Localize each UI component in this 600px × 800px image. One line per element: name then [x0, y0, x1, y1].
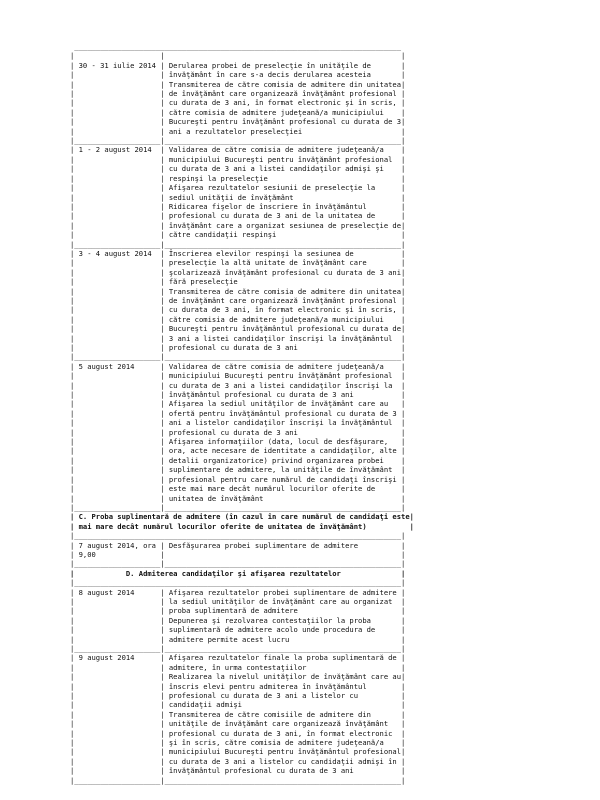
table-line: | | unitatea de învăţământ | [70, 493, 406, 503]
table-line: | 8 august 2014 | Afişarea rezultatelor probei suplimentare de admitere | [70, 587, 406, 597]
table-line: |____________________|_______________________________________________________| [70, 559, 406, 569]
table-line: | | municipiului Bucureşti pentru învăţământul profesional| [70, 747, 406, 757]
table-line: | | profesional pentru care numărul de candidaţi înscrişi | [70, 474, 406, 484]
document-page [70, 42, 460, 785]
table-line: | | admitere permite acest lucru | [70, 634, 406, 644]
table-line: | 3 - 4 august 2014 | Înscrierea elevilor respinşi la sesiunea de | [70, 248, 406, 258]
table-line: | | cu durata de 3 ani a listei candidaţilor admişi şi | [70, 164, 406, 174]
table-line: | | detalii organizatorice) privind organizarea probei | [70, 455, 406, 465]
table-line: | | către comisia de admitere judeţeană/a municipiului | [70, 107, 406, 117]
table-line: | | Transmiterea de către comisiile de admitere din | [70, 709, 406, 719]
table-line: | | profesional cu durata de 3 ani | [70, 427, 406, 437]
table-line: | | ani a rezultatelor preselecţiei | [70, 126, 406, 136]
table-line: | | învăţământul profesional cu durata de 3 ani | [70, 766, 406, 776]
table-line: | | profesional cu durata de 3 ani, în format electronic | [70, 728, 406, 738]
table-line: | | înscris elevi pentru admiterea în învăţământul | [70, 681, 406, 691]
table-line: | 30 - 31 iulie 2014 | Derularea probei de preselecţie în unităţile de | [70, 60, 406, 70]
table-line: | | | [70, 51, 406, 61]
table-line: | | cu durata de 3 ani a listei candidaţilor înscrişi la | [70, 380, 406, 390]
table-line: | | admitere, în urma contestaţiilor | [70, 662, 406, 672]
table-line: | | către comisia de admitere judeţeană/a municipiului | [70, 314, 406, 324]
table-line: | | respinşi la preselecţie | [70, 173, 406, 183]
table-line: | | către candidaţii respinşi | [70, 230, 406, 240]
table-line: | | şcolarizează învăţământ profesional cu durata de 3 ani| [70, 267, 406, 277]
schedule-table [70, 42, 460, 785]
table-line: | 9,00 | | [70, 549, 406, 559]
table-line: | | Ridicarea fişelor de înscriere în învăţământul | [70, 201, 406, 211]
table-line: |____________________|_______________________________________________________| [70, 775, 406, 785]
table-line: | 7 august 2014, ora | Desfăşurarea probei suplimentare de admitere | [70, 540, 406, 550]
table-line: | | învăţământ în care s-a decis derularea acesteia | [70, 70, 406, 80]
table-line: | | învăţământul profesional cu durata de 3 ani | [70, 390, 406, 400]
table-line: |____________________|_______________________________________________________| [70, 502, 406, 512]
table-line: | | municipiului Bucureşti pentru învăţământ profesional | [70, 371, 406, 381]
table-line: | | sediul unităţii de învăţământ | [70, 192, 406, 202]
table-line: | | învăţământ care a organizat sesiunea de preselecţie de| [70, 220, 406, 230]
table-line: | | ofertă pentru învăţământul profesional cu durata de 3 | [70, 408, 406, 418]
table-line: | 9 august 2014 | Afişarea rezultatelor finale la proba suplimentară de | [70, 653, 406, 663]
table-line: | 5 august 2014 | Validarea de către comisia de admitere judeţeană/a | [70, 361, 406, 371]
table-line: |____________________________________________________________________________| [70, 578, 406, 588]
table-line: | | este mai mare decât numărul locurilor oferite de | [70, 484, 406, 494]
table-line: | | ora, acte necesare de identitate a candidaţilor, alte | [70, 446, 406, 456]
table-line: |____________________|_______________________________________________________| [70, 644, 406, 653]
table-line: | | preselecţie la altă unitate de învăţământ care | [70, 258, 406, 268]
table-line: | | la sediul unităţilor de învăţământ care au organizat | [70, 596, 406, 606]
table-line: | | suplimentară de admitere acolo unde procedura de | [70, 625, 406, 635]
table-line: | | ani a listelor candidaţilor înscrişi la învăţământul | [70, 418, 406, 428]
table-line: | | cu durata de 3 ani a listelor cu candidaţii admişi în | [70, 756, 406, 766]
table-line: | | Afişarea rezultatelor sesiunii de preselecţie la | [70, 183, 406, 193]
table-line: |____________________|_______________________________________________________| [70, 239, 406, 249]
table-line: | | fără preselecţie | [70, 277, 406, 287]
table-line: | | Depunerea şi rezolvarea contestaţiilor la proba | [70, 615, 406, 625]
section-heading-line: | mai mare decât numărul locurilor oferite de unitatea de învăţământ) | [70, 521, 414, 531]
table-line: |____________________|_______________________________________________________| [70, 136, 406, 146]
table-line: | | Realizarea la nivelul unităţilor de învăţământ care au| [70, 672, 406, 682]
table-line: | | Bucureşti pentru învăţământ profesional cu durata de 3| [70, 117, 406, 127]
table-line: | | Bucureşti pentru învăţământul profesional cu durata de| [70, 324, 406, 334]
section-heading-line: | C. Proba suplimentară de admitere (în cazul în care numărul de candidaţi este| [70, 512, 414, 522]
table-line: | | municipiului Bucureşti pentru învăţământ profesional | [70, 154, 406, 164]
table-line: | | Afişarea informaţiilor (data, locul de desfăşurare, | [70, 437, 406, 447]
table-line: | | proba suplimentară de admitere | [70, 606, 406, 616]
table-line: | | Afişarea la sediul unităţilor de învăţământ care au | [70, 399, 406, 409]
table-line: | | de învăţământ care organizează învăţământ profesional | [70, 89, 406, 99]
table-line: |____________________|_______________________________________________________| [70, 352, 406, 362]
table-line: | | profesional cu durata de 3 ani a listelor cu | [70, 691, 406, 701]
table-line: | | candidaţii admişi | [70, 700, 406, 710]
table-line: | | profesional cu durata de 3 ani | [70, 343, 406, 352]
table-line: | | Transmiterea de către comisia de admitere din unitatea| [70, 79, 406, 89]
table-line: |____________________________________________________________________________| [70, 531, 406, 541]
table-line: ____________________________________________________________________________ [70, 42, 402, 51]
table-line: | | unităţile de învăţământ care organizează învăţământ | [70, 719, 406, 729]
table-line: | | şi în scris, către comisia de admitere judeţeană/a | [70, 738, 406, 748]
table-line: | | Transmiterea de către comisia de admitere din unitatea| [70, 286, 406, 296]
section-heading-line: | D. Admiterea candidaţilor şi afişarea rezultatelor | [70, 568, 406, 578]
table-line: | | cu durata de 3 ani, în format electronic şi în scris, | [70, 98, 406, 108]
table-line: | 1 - 2 august 2014 | Validarea de către comisia de admitere judeţeană/a | [70, 145, 406, 155]
table-line: | | cu durata de 3 ani, în format electronic şi în scris, | [70, 305, 406, 315]
table-line: | | suplimentare de admitere, la unităţile de învăţământ | [70, 465, 406, 475]
table-line: | | de învăţământ care organizează învăţământ profesional | [70, 295, 406, 305]
table-line: | | 3 ani a listei candidaţilor înscrişi la învăţământul | [70, 333, 406, 343]
table-line: | | profesional cu durata de 3 ani de la unitatea de | [70, 211, 406, 221]
